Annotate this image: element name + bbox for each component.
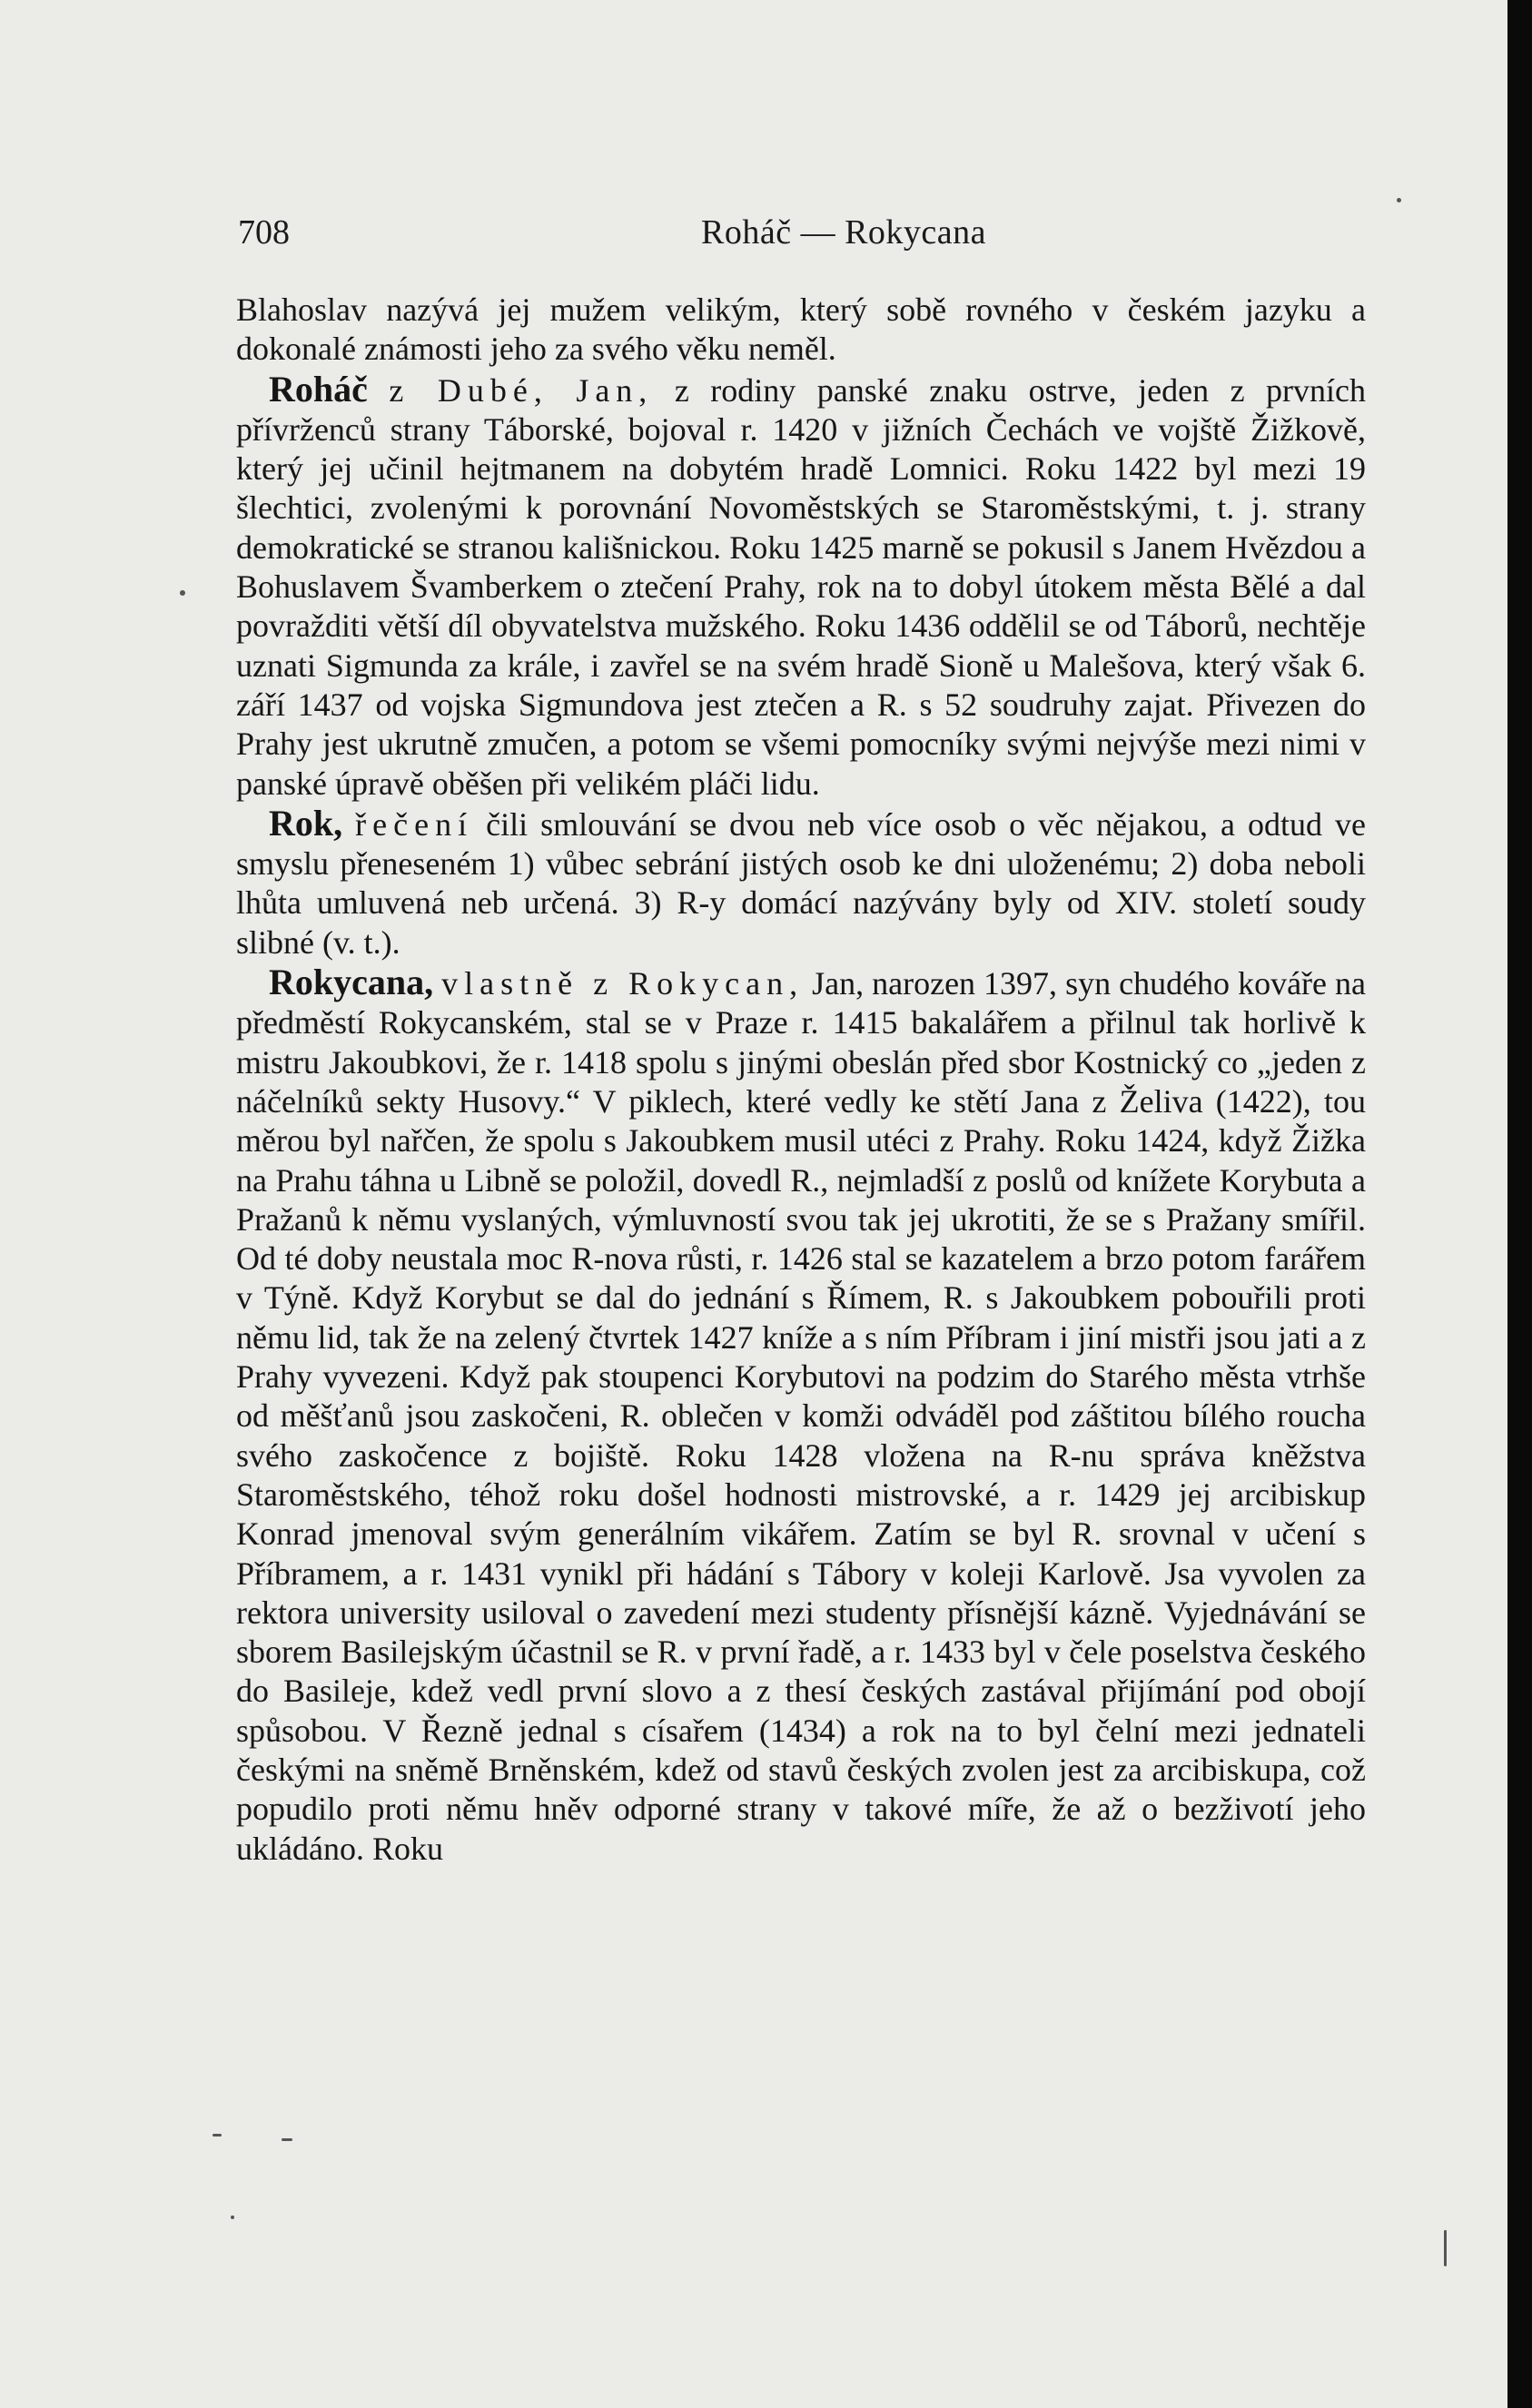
scan-speck <box>1397 198 1401 202</box>
scan-speck <box>231 2216 234 2219</box>
entry-text: z rodiny panské znaku ostrve, jeden z prvních přívrženců strany Táborské, bojoval r. 1420 v jižních Čechách ve vojště Žižkově, který jej učinil hejtmanem na dobytém hradě Lomnici. Roku 1422 byl mezi 19 šlechtici, zvolenými k porovnání Novoměstských se Staroměstskými, t. j. strany demokratické se stranou kališnickou. Roku 1425 marně se pokusil s Janem Hvězdou a Bohuslavem Švamberkem o ztečení Prahy, rok na to dobyl útokem města Bělé a dal povražditi větší díl obyvatelstva mužského. Roku 1436 oddělil se od Táborů, nechtěje uznati Sigmunda za krále, i zavřel se na svém hradě Sioně u Malešova, který však 6. září 1437 od vojska Sigmundova jest ztečen a R. s 52 soudruhy zajat. Přivezen do Prahy jest ukrutně zmučen, a potom se všemi pomocníky svými nejvýše mezi nimi v panské úpravě oběšen při velikém pláči lidu. <box>236 371 1367 802</box>
spaced-term: řečení <box>355 805 474 843</box>
scan-speck <box>180 590 185 596</box>
scan-speck <box>213 2134 222 2137</box>
paragraph-text: Blahoslav nazývá jej mužem velikým, který sobě rovného v českém jazyku a dokonalé známosti jeho za svého věku neměl. <box>236 291 1366 368</box>
entry-rohac <box>236 370 1366 804</box>
spaced-term: vlastně z Rokycan, <box>441 965 805 1002</box>
entry-text: čili smlouvání se dvou neb více osob o věc nějakou, a odtud ve smyslu přeneseném 1) vůbec sebrání jistých osob ke dni uloženému; 2) doba neboli lhůta umluvená neb určená. 3) R-y domácí nazývány byly od XIV. století soudy slibné (v. t.). <box>236 805 1367 961</box>
text-body <box>236 291 1366 1869</box>
headword: Roháč <box>269 368 368 410</box>
entry-rok <box>236 804 1366 962</box>
paragraph-continuation <box>236 291 1366 370</box>
entry-rokycana <box>236 962 1366 1869</box>
running-title: Roháč — Rokycana <box>701 213 987 252</box>
headword: Rok, <box>269 802 343 844</box>
page-header <box>238 202 1373 256</box>
spaced-term: z Dubé, Jan, <box>389 371 654 409</box>
headword: Rokycana, <box>269 962 434 1003</box>
scan-speck <box>282 2138 292 2141</box>
page-number: 708 <box>238 213 290 252</box>
scan-speck <box>1444 2230 1447 2266</box>
entry-text: Jan, narozen 1397, syn chudého kováře na předměstí Rokycanském, stal se v Praze r. 1415 bakalářem a přilnul tak horlivě k mistru Jakoubkovi, že r. 1418 spolu s jinými obeslán před sbor Kostnický co „jeden z náčelníků sekty Husovy.“ V piklech, které vedly ke stětí Jana z Želiva (1422), tou měrou byl nařčen, že spolu s Jakoubkem musil utéci z Prahy. Roku 1424, když Žižka na Prahu táhna u Libně se položil, dovedl R., nejmladší z poslů od knížete Korybuta a Pražanů k němu vyslaných, výmluvností svou tak jej ukrotiti, že se s Pražany smířil. Od té doby neustala moc R-nova růsti, r. 1426 stal se kazatelem a brzo potom farářem v Týně. Když Korybut se dal do jednání s Římem, R. s Jakoubkem pobouřili proti němu lid, tak že na zelený čtvrtek 1427 kníže a s ním Příbram i jiní mistři jsou jati a z Prahy vyvezeni. Když pak stoupenci Korybutovi na podzim do Starého města vtrhše od měšťanů jsou zaskočeni, R. oblečen v komži odváděl pod záštitou bílého roucha svého zaskočence z bojiště. Roku 1428 vložena na R-nu správa kněžstva Staroměstského, téhož roku došel hodnosti mistrovské, a r. 1429 jej arcibiskup Konrad jmenoval svým generálním vikářem. Zatím se byl R. srovnal v učení s Příbramem, a r. 1431 vynikl při hádání s Tábory v koleji Karlově. Jsa vyvolen za rektora university usiloval o zavedení mezi studenty přísnější kázně. Vyjednávání se sborem Basilejským účastnil se R. v první řadě, a r. 1433 byl v čele poselstva českého do Basileje, kdež vedl první slovo a z thesí českých zastával přijímání pod obojí spůsobou. V Řezně jednal s císařem (1434) a rok na to byl čelní mezi jednateli českými na sněmě Brněnském, kdež od stavů českých zvolen jest za arcibiskupa, což popudilo proti němu hněv odporné strany v takové míře, že až o bezživotí jeho ukládáno. Roku <box>236 965 1367 1867</box>
scan-border <box>1507 0 1532 2408</box>
